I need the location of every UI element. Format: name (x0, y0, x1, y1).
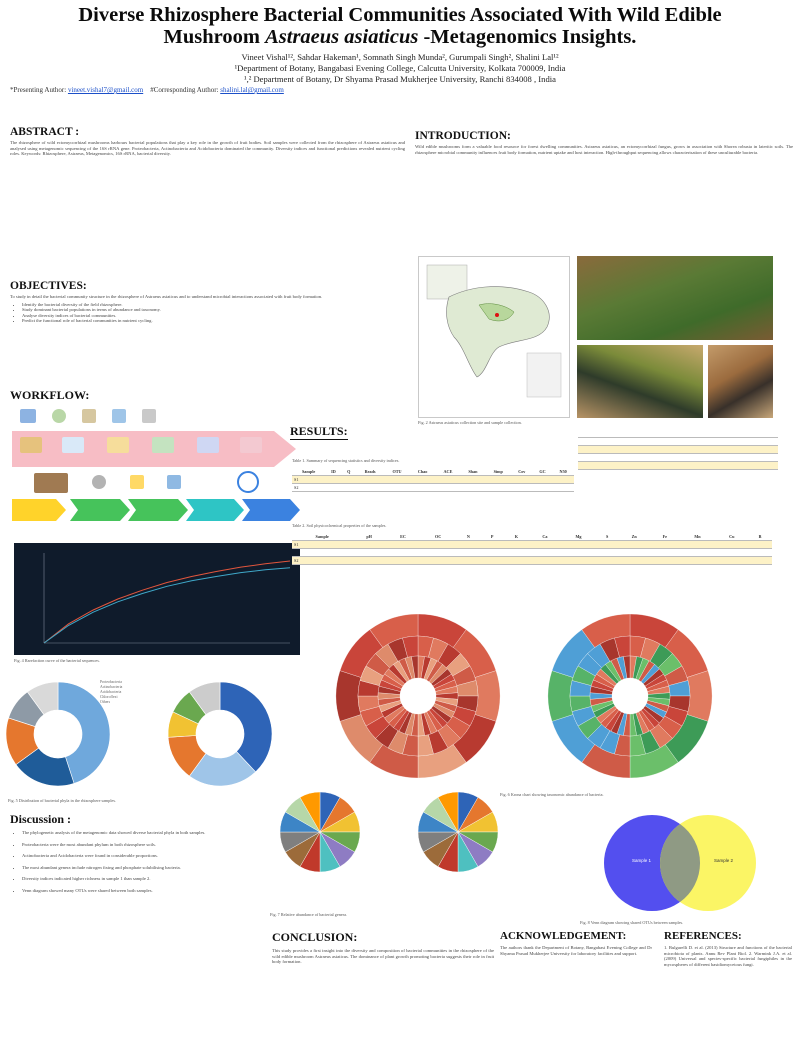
objective-item: • Analyse diversity indices of bacterial communities. (22, 313, 405, 319)
krona-segment (475, 671, 500, 722)
presenting-email[interactable]: vineet.vishal7@gmail.com (67, 86, 144, 94)
acknowledgement-heading: ACKNOWLEDGEMENT: (500, 930, 627, 942)
venn-caption: Fig. 8 Venn diagram showing shared OTUs between samples. (580, 920, 684, 925)
introduction-heading: INTRODUCTION: (415, 130, 511, 142)
title-line-1: Diverse Rhizosphere Bacterial Communities Associated With Wild Edible (78, 4, 722, 26)
researcher-photo (708, 345, 773, 418)
abstract-heading: ABSTRACT : (10, 126, 80, 138)
photo-caption: Fig. 2 Astraeus asiaticus collection site and sample collection. (418, 420, 522, 425)
objective-item: • Predict the functional role of bacterial communities in nutrient cycling. (22, 318, 405, 324)
title-species: Astraeus asiaticus (265, 26, 419, 48)
donut-legend (100, 680, 160, 705)
pcr-icon (107, 437, 129, 453)
extraction-icon (82, 409, 96, 423)
krona-segment (548, 671, 573, 722)
discussion-item: • Proteobacteria were the most abundant phylum in both rhizosphere soils. (22, 842, 270, 848)
forest-photo (577, 256, 773, 340)
map-svg (419, 257, 569, 417)
discussion-item: • The most abundant genera include nitrogen fixing and phosphate solubilising bacteria. (22, 865, 270, 871)
discussion-heading: Discussion : (10, 812, 72, 826)
discussion-item: • Actinobacteria and Acidobacteria were found in considerable proportions. (22, 853, 270, 859)
tube-icon (62, 437, 84, 453)
results-heading (290, 424, 348, 440)
reagent-icon (130, 475, 144, 489)
authors: Vineet Vishal¹², Sahdar Hakeman¹, Somnath Singh Munda², Gurumpali Singh², Shalini Lal¹² (241, 52, 559, 62)
contact-line (10, 86, 530, 94)
krona-segment (336, 671, 361, 722)
krona-center (400, 678, 436, 714)
sample-icon (52, 409, 66, 423)
side-table (578, 430, 778, 520)
sequencer-icon (142, 409, 156, 423)
legend-item: Actinobacteria (100, 685, 123, 689)
analysis-icon (240, 437, 262, 453)
discussion-section (10, 812, 270, 900)
venn-left-label: Sample 1 (632, 858, 652, 863)
sequencing-table: Sample ID Q Reads OTU Chao ACE Shan Simp Cov GC N50 S1 S2 (292, 468, 574, 492)
krona-charts (330, 608, 800, 788)
venn-right-label: Sample 2 (714, 858, 734, 863)
table1-caption: Table 1. Summary of sequencing statistics and diversity indices. (292, 458, 400, 463)
side-table-grid (578, 430, 778, 470)
affiliation-2: ¹,² Department of Botany, Dr Shyama Prasad Mukherjee University, Ranchi 834008 , India (244, 74, 556, 84)
references-heading: REFERENCES: (664, 930, 742, 942)
poster-title (0, 4, 800, 48)
objectives-list (22, 302, 405, 324)
workflow-diagram (12, 405, 302, 535)
discussion-item: • The phylogenetic analysis of the metagenomic data showed diverse bacterial phyla in both samples. (22, 830, 270, 836)
corresponding-email[interactable]: shalini.lal@gmail.com (220, 86, 284, 94)
conclusion-section (272, 930, 494, 965)
rarefaction-caption: Fig. 4 Rarefaction curve of the bacterial sequences. (14, 658, 100, 663)
acknowledgement-text: The authors thank the Department of Botany, Bangabasi Evening College and Dr Shyama Prasad Mukherjee University for laboratory facilities and support. (500, 945, 652, 956)
author-block (0, 52, 800, 85)
krona-caption: Fig. 6 Krona chart showing taxonomic abundance of bacteria. (500, 792, 604, 797)
rarefaction-series-line (44, 561, 290, 643)
affiliation-1: ¹Department of Botany, Bangabasi Evening College, Calcutta University, Kolkata 700009, India (234, 63, 566, 73)
objective-item: • Identify the bacterial diversity of the field rhizosphere. (22, 302, 405, 308)
abstract-text: The rhizosphere of wild ectomycorrhizal mushrooms harbours bacterial populations that play a key role in the growth of fruit bodies. Soil samples were collected from the rhizosphere of Astraeus asiaticus and analysed using metagenomic sequencing of the 16S rRNA gene. Proteobacteria, Actinobacteria and Acidobacteria dominated the community. Diversity indices and functional predictions revealed nutrient cycling roles. Keywords: Rhizosphere, Astraeus, Metagenomics, 16S rRNA, bacterial diversity. (10, 140, 405, 157)
legend-item: Others (100, 700, 111, 704)
centrifuge-icon (92, 475, 106, 489)
study-map (418, 256, 570, 418)
title-line-2 (0, 26, 800, 48)
title-pre: Mushroom (163, 26, 266, 48)
introduction-section (415, 130, 793, 249)
dna-icon (112, 409, 126, 423)
results-heading-text: RESULTS: (290, 424, 348, 438)
genera-pie-charts (268, 790, 528, 874)
pie-caption: Fig. 7 Relative abundance of bacterial genera. (270, 912, 347, 917)
objectives-heading: OBJECTIVES: (10, 280, 87, 292)
acknowledgement-section (500, 930, 652, 956)
references-text: 1. Bulgarelli D. et al. (2013) Structure and functions of the bacterial microbiota of plants. Annu Rev Plant Biol. 2. Warmink J.A. et al. (2009) Universal and species-specific bacterial fungiphiles in the mycospheres of different basidiomycetous fungi. (664, 945, 792, 967)
flask-icon (20, 409, 36, 423)
rarefaction-chart (14, 543, 300, 655)
conclusion-text: This study provides a first insight into the diversity and composition of bacterial communities in the rhizosphere of the wild edible mushroom Astraeus asiaticus. The dominance of plant growth promoting bacteria suggests their role in fruit body formation. (272, 948, 494, 965)
rarefaction-svg (14, 543, 300, 655)
soil-sample-photo (34, 473, 68, 493)
objectives-text: To study in detail the bacterial community structure in the rhizosphere of Astraeus asiaticus and to understand microbial interactions associated with fruit body formation. (10, 294, 323, 299)
venn-diagram (580, 808, 780, 918)
legend-item: Proteobacteria (100, 680, 122, 684)
sequence-icon (197, 437, 219, 453)
table2-caption: Table 2. Soil physicochemical properties of the samples. (292, 523, 387, 528)
discussion-list (22, 830, 270, 894)
soil-icon (20, 437, 42, 453)
abstract-section (10, 126, 405, 255)
conclusion-heading: CONCLUSION: (272, 930, 358, 944)
title-post: -Metagenomics Insights. (418, 26, 637, 48)
objective-item: • Study dominant bacterial populations in terms of abundance and taxonomy. (22, 307, 405, 313)
introduction-text: Wild edible mushrooms form a valuable food resource for forest dwelling communities. Astraeus asiaticus, an ectomycorrhizal fungus, grows in association with Shorea robusta in lateritic soils. The rhizosphere microbial community influences fruit body formation, nutrient uptake and host interaction. High-throughput sequencing allows characterisation of these unculturable bacteria. (415, 144, 793, 155)
gel-icon (167, 475, 181, 489)
library-icon (152, 437, 174, 453)
collection-photo (577, 345, 703, 418)
soil-properties-table: Sample pH EC OC N P K Ca Mg S Zn Fe Mn Cu B S1 S2 (292, 533, 772, 565)
rarefaction-series-line (44, 568, 290, 643)
discussion-item: • Venn diagram showed many OTUs were shared between both samples. (22, 888, 270, 894)
donut-caption: Fig. 5 Distribution of bacterial phyla in the rhizosphere samples. (8, 798, 117, 803)
globe-icon (237, 471, 259, 493)
corresponding-label: #Corresponding Author: (150, 86, 219, 94)
objectives-section (10, 280, 405, 324)
legend-item: Acidobacteria (100, 690, 122, 694)
workflow-heading: WORKFLOW: (10, 388, 90, 402)
krona-center (612, 678, 648, 714)
workflow-step-arrows (12, 497, 302, 523)
legend-item: Chloroflexi (100, 695, 118, 699)
references-section (664, 930, 792, 967)
krona-segment (687, 671, 712, 722)
presenting-label: *Presenting Author: (10, 86, 67, 94)
discussion-item: • Diversity indices indicated higher richness in sample 1 than sample 2. (22, 876, 270, 882)
